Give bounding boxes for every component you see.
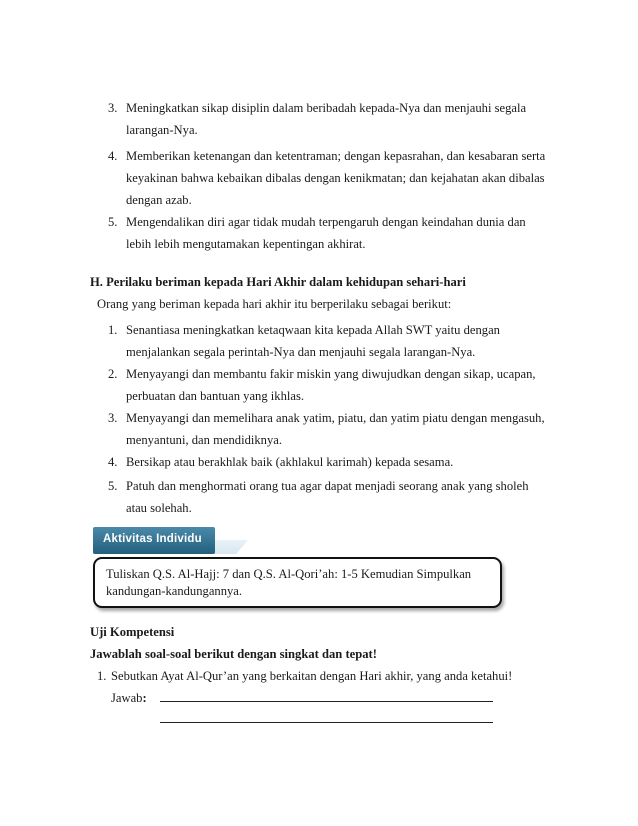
list-number: 4. <box>108 149 118 163</box>
answer-line[interactable] <box>160 722 493 723</box>
list-line: lebih lebih mengutamakan kepentingan akhirat. <box>126 237 366 251</box>
list-line: Patuh dan menghormati orang tua agar dapat menjadi seorang anak yang sholeh <box>126 479 529 493</box>
uji-instruction: Jawablah soal-soal berikut dengan singkat dan tepat! <box>90 647 377 661</box>
activity-line: Tuliskan Q.S. Al-Hajj: 7 dan Q.S. Al-Qori’ah: 1-5 Kemudian Simpulkan <box>106 567 472 581</box>
list-item-text <box>126 451 549 473</box>
list-number: 5. <box>108 479 118 493</box>
list-line: Mengendalikan diri agar tidak mudah terpengaruh dengan keindahan dunia dan <box>126 215 526 229</box>
answer-line[interactable] <box>160 701 493 702</box>
activity-tab-label: Aktivitas Individu <box>103 533 202 545</box>
list-line: atau solehah. <box>126 501 192 515</box>
list-line: Senantiasa meningkatkan ketaqwaan kita kepada Allah SWT yaitu dengan <box>126 323 500 337</box>
list-item-text <box>126 475 549 519</box>
list-number: 5. <box>108 215 118 229</box>
list-line: menjalankan segala perintah-Nya dan menjauhi segala larangan-Nya. <box>126 345 476 359</box>
list-item-text <box>126 145 549 211</box>
section-heading: H. Perilaku beriman kepada Hari Akhir dalam kehidupan sehari-hari <box>90 275 466 289</box>
list-item-text <box>126 363 549 407</box>
list-line: Memberikan ketenangan dan ketentraman; dengan kepasrahan, dan kesabaran serta <box>126 149 546 163</box>
list-number: 4. <box>108 455 118 469</box>
list-item-text <box>126 97 549 141</box>
activity-line: kandungan-kandungannya. <box>106 584 243 598</box>
answer-label-text: Jawab <box>111 691 143 705</box>
list-item-text <box>126 211 549 255</box>
uji-kompetensi-heading: Uji Kompetensi <box>90 625 175 639</box>
list-number: 3. <box>108 101 118 115</box>
list-item-text <box>126 407 549 451</box>
answer-colon: : <box>142 691 147 705</box>
list-line: larangan-Nya. <box>126 123 198 137</box>
list-line: Bersikap atau berakhlak baik (akhlakul karimah) kepada sesama. <box>126 455 454 469</box>
list-line: keyakinan bahwa kebaikan dibalas dengan kenikmatan; dan kejahatan akan dibalas <box>126 171 545 185</box>
list-number: 3. <box>108 411 118 425</box>
list-item-text <box>126 319 549 363</box>
list-line: dengan azab. <box>126 193 192 207</box>
list-line: perbuatan dan bantuan yang ikhlas. <box>126 389 305 403</box>
question-number: 1. <box>97 669 107 683</box>
question-text: Sebutkan Ayat Al-Qur’an yang berkaitan dengan Hari akhir, yang anda ketahui! <box>111 669 513 683</box>
activity-box <box>93 557 502 608</box>
answer-label <box>111 691 147 706</box>
section-intro: Orang yang beriman kepada hari akhir itu berperilaku sebagai berikut: <box>97 297 452 311</box>
list-line: Meningkatkan sikap disiplin dalam beribadah kepada-Nya dan menjauhi segala <box>126 101 527 115</box>
list-line: menyantuni, dan mendidiknya. <box>126 433 282 447</box>
list-number: 1. <box>108 323 118 337</box>
list-line: Menyayangi dan membantu fakir miskin yang diwujudkan dengan sikap, ucapan, <box>126 367 536 381</box>
list-line: Menyayangi dan memelihara anak yatim, piatu, dan yatim piatu dengan mengasuh, <box>126 411 545 425</box>
activity-instruction <box>106 566 496 600</box>
list-number: 2. <box>108 367 118 381</box>
activity-tab <box>93 527 215 554</box>
